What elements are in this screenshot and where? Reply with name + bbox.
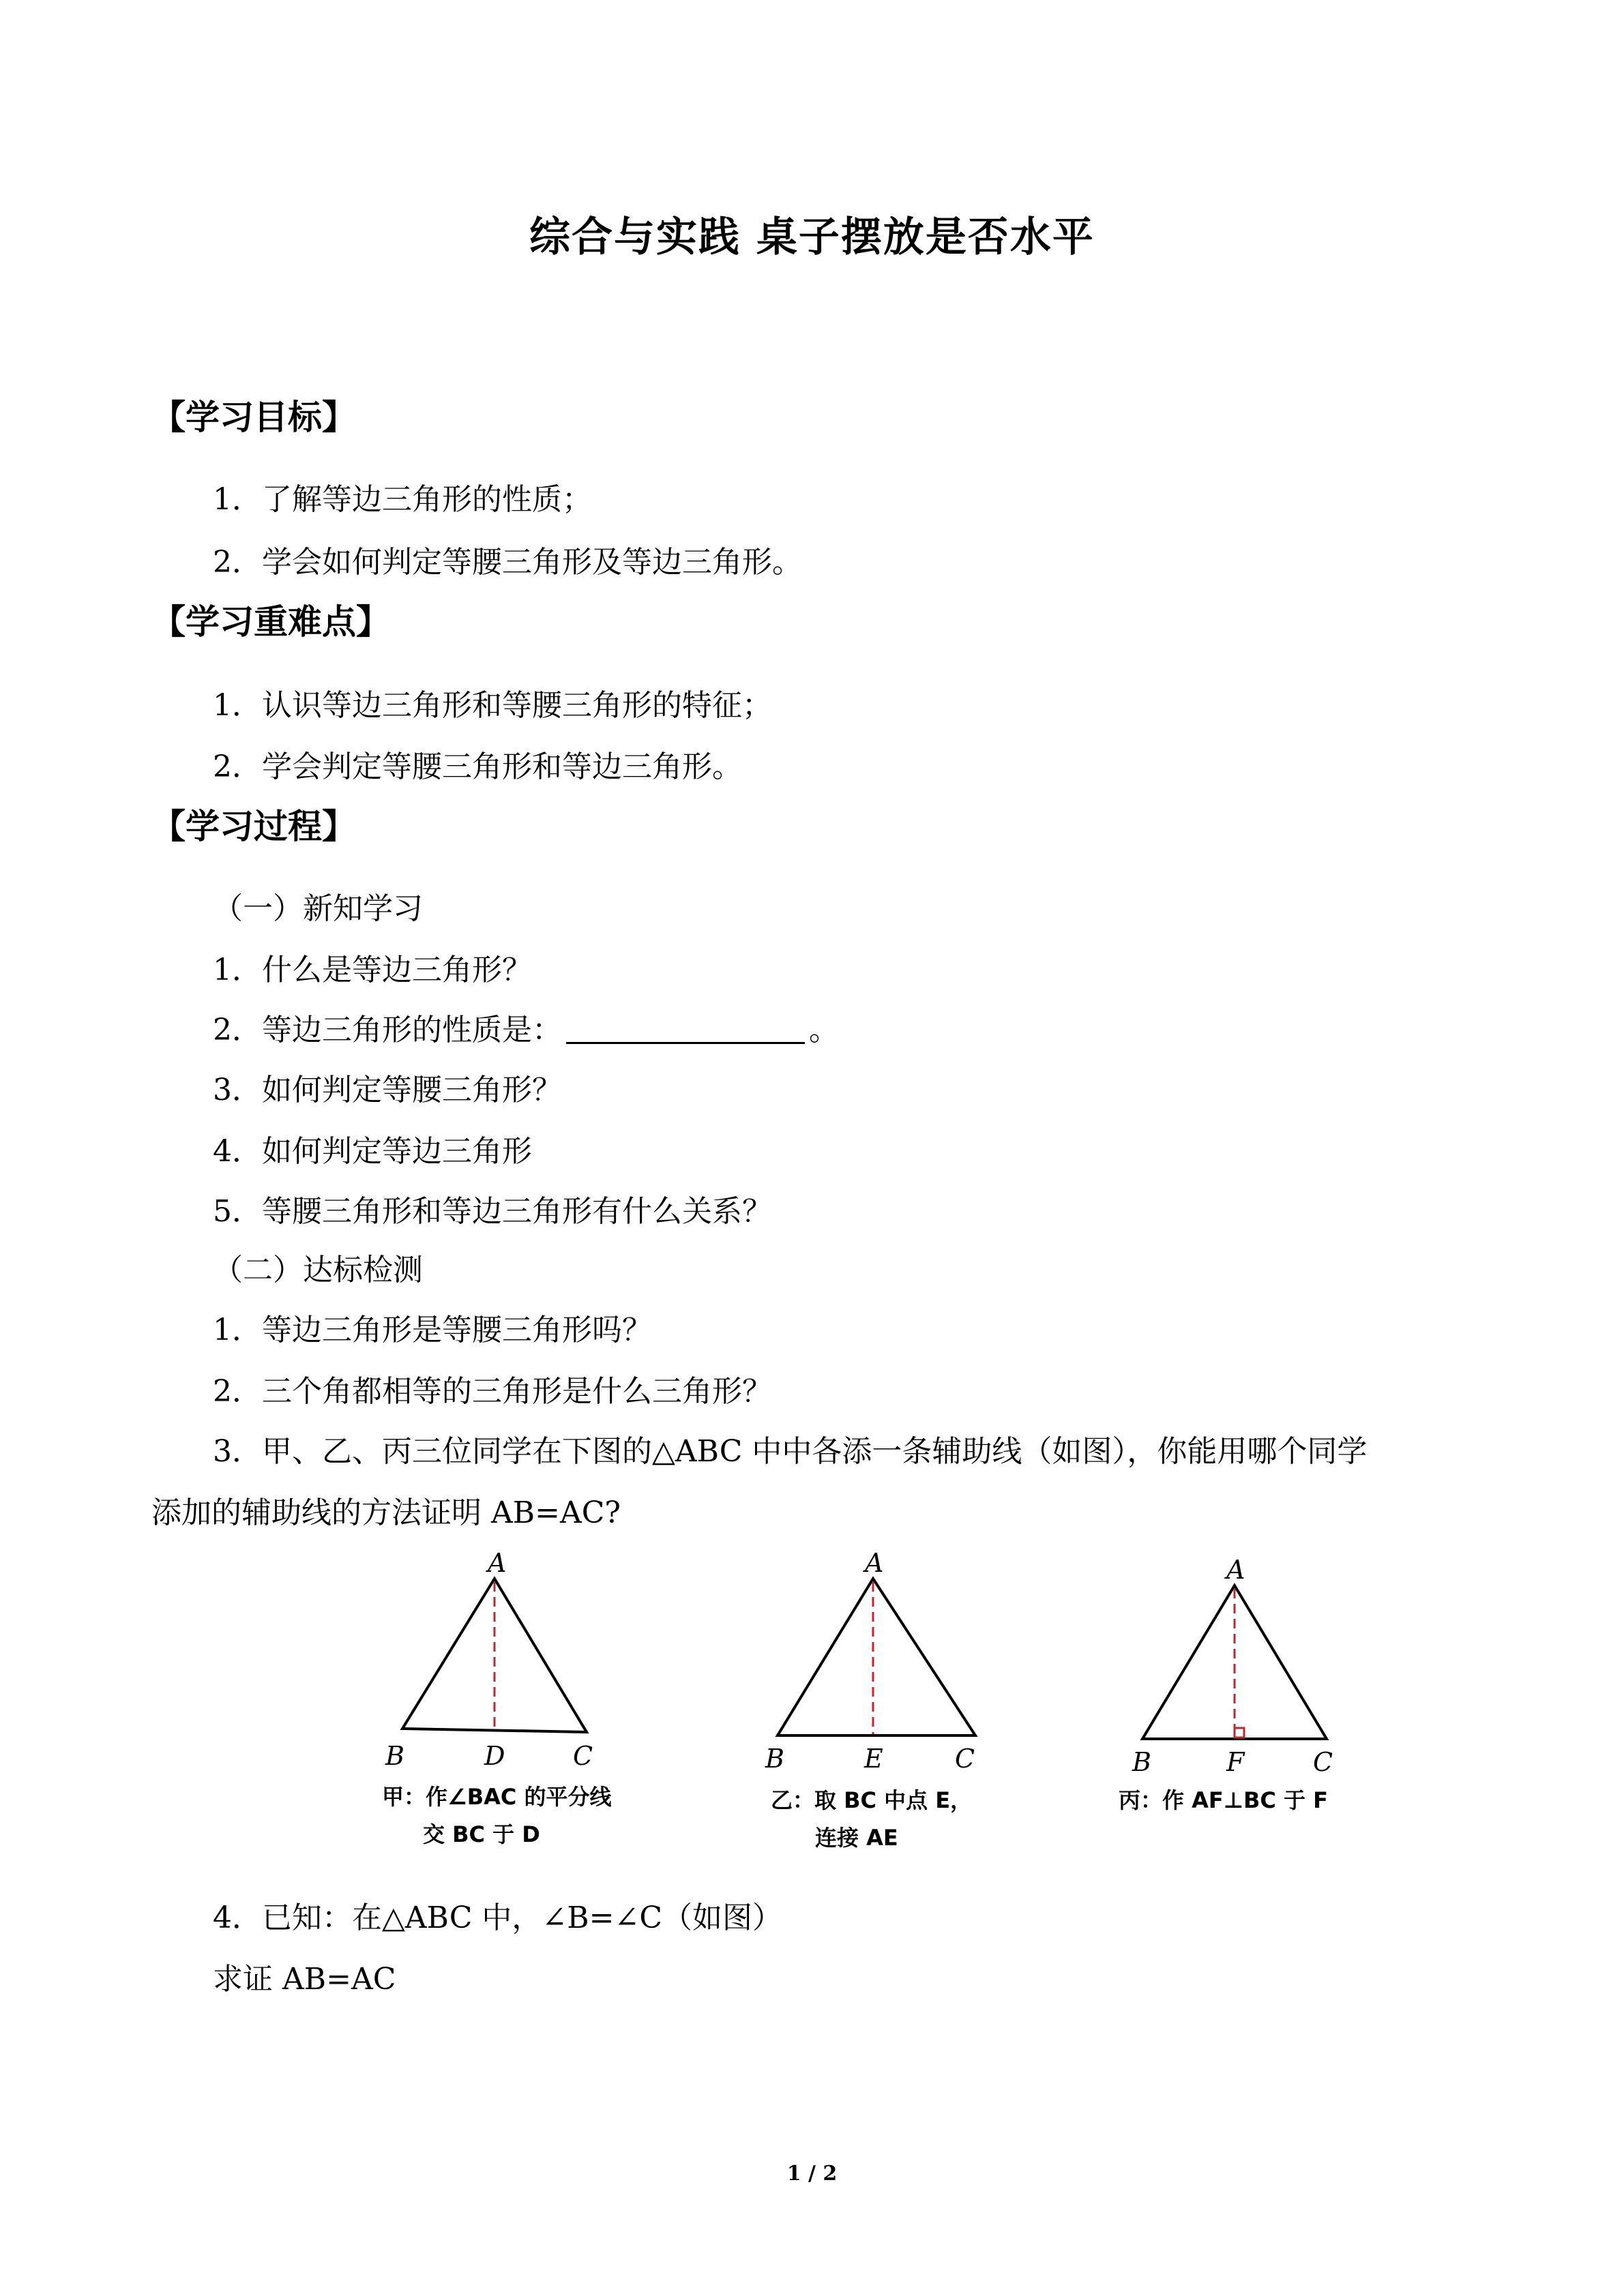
vertex-label-a: A [865,1548,884,1578]
vertex-label-a: A [1226,1555,1245,1585]
figure-caption-line1: 乙：取 BC 中点 E， [771,1787,973,1813]
figure-caption-line1: 甲：作∠BAC 的平分线 [382,1784,612,1810]
section-heading-process: 【学习过程】 [151,806,356,846]
figure-jia [382,1541,612,1847]
part2-question-2: 2．三个角都相等的三角形是什么三角形？ [213,1374,772,1409]
page-number: 1 / 2 [786,2162,838,2186]
foot-label-e: E [864,1744,883,1774]
triangle-bing [1119,1541,1337,1777]
part1-question-3: 3．如何判定等腰三角形？ [213,1073,562,1107]
page-title: 综合与实践 桌子摆放是否水平 [529,213,1095,261]
section-heading-key-points: 【学习重难点】 [151,601,390,642]
section-heading-goals: 【学习目标】 [151,397,356,437]
right-angle-mark [1235,1728,1244,1738]
part2-question-4-line2: 求证 AB=AC [213,1962,396,1997]
part1-question-4: 4．如何判定等边三角形 [213,1134,532,1169]
triangle-outline [778,1579,975,1735]
part1-question-5: 5．等腰三角形和等边三角形有什么关系？ [213,1194,772,1229]
figure-yi [757,1541,975,1851]
figure-caption-line2: 连接 AE [815,1825,898,1851]
foot-label-d: D [484,1741,505,1771]
foot-label-f: F [1226,1747,1245,1777]
triangle-jia [382,1541,600,1771]
vertex-label-c: C [573,1741,593,1771]
key-point-item-2: 2．学会判定等腰三角形和等边三角形。 [213,749,742,784]
part2-question-1: 1．等边三角形是等腰三角形吗？ [213,1313,652,1347]
q2-suffix: 。 [809,1013,839,1047]
vertex-label-c: C [955,1744,975,1774]
vertex-label-c: C [1313,1747,1333,1777]
answer-blank[interactable] [566,1015,805,1044]
q2-prefix: 2．等边三角形的性质是： [213,1013,562,1047]
key-point-item-1: 1．认识等边三角形和等腰三角形的特征； [213,688,772,723]
goal-item-2: 2．学会如何判定等腰三角形及等边三角形。 [213,545,802,580]
goal-item-1: 1．了解等边三角形的性质； [213,482,592,517]
vertex-label-b: B [385,1741,404,1771]
figure-caption-line2: 交 BC 于 D [423,1821,540,1847]
part2-question-3-line2: 添加的辅助线的方法证明 AB=AC? [151,1495,621,1530]
vertex-label-b: B [1132,1747,1151,1777]
part1-heading: （一）新知学习 [213,891,423,926]
part1-question-1: 1．什么是等边三角形？ [213,953,532,987]
vertex-label-b: B [765,1744,784,1774]
figure-caption-line1: 丙：作 AF⊥BC 于 F [1119,1787,1329,1813]
figure-bing [1119,1541,1337,1813]
part2-question-4-line1: 4．已知：在△ABC 中，∠B=∠C（如图） [213,1900,783,1935]
part2-heading: （二）达标检测 [213,1253,423,1287]
triangle-yi [757,1541,975,1774]
part1-question-2 [213,1005,839,1049]
part2-question-3-line1: 3．甲、乙、丙三位同学在下图的△ABC 中中各添一条辅助线（如图），你能用哪个同学 [213,1434,1368,1469]
vertex-label-a: A [488,1548,507,1578]
